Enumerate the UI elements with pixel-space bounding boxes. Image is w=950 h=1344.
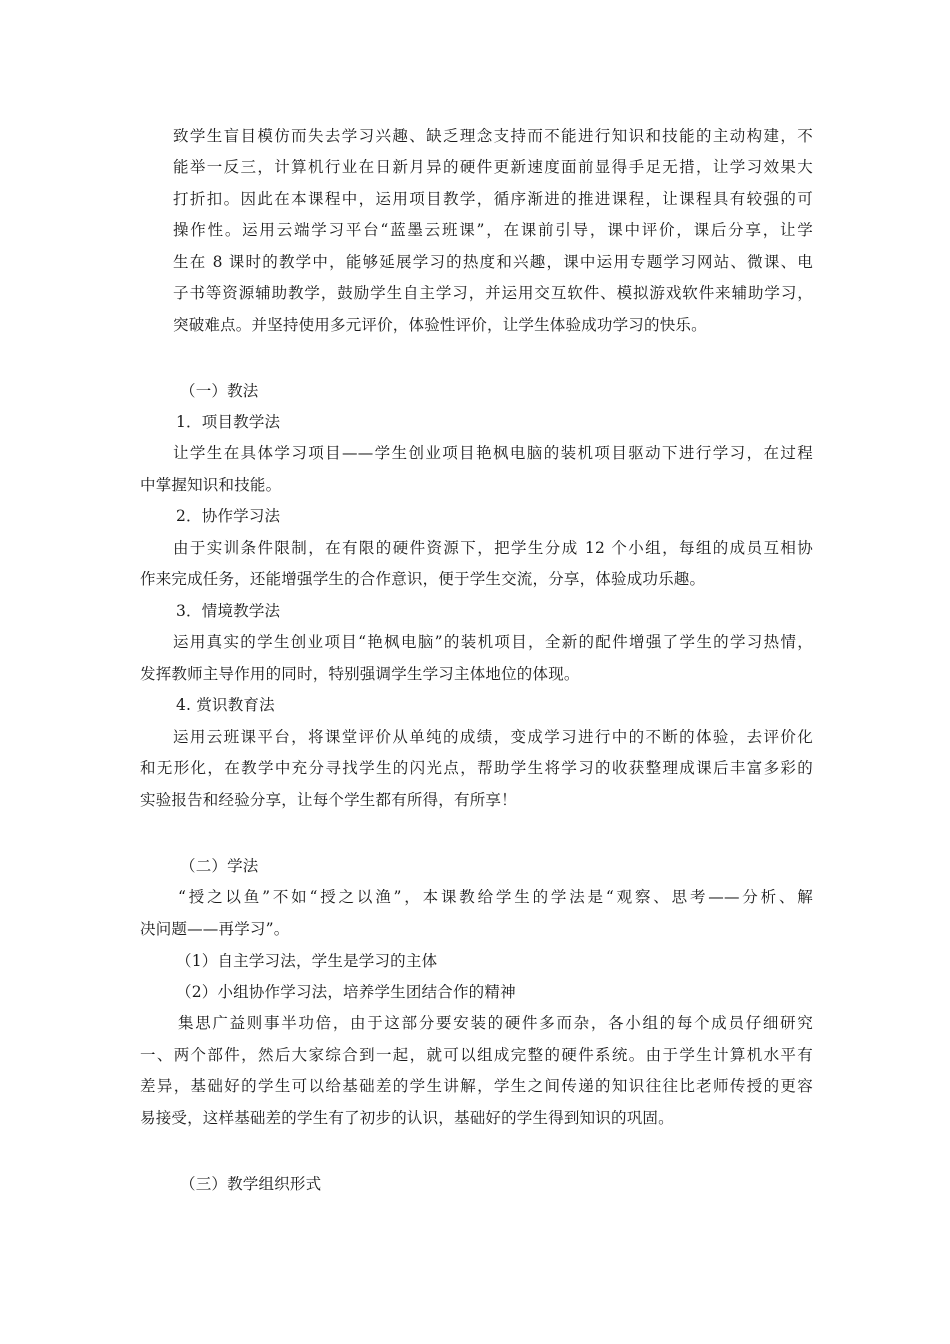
item-heading: 3．情境教学法 (176, 602, 281, 620)
item-heading: 1．项目教学法 (176, 413, 281, 431)
body-line: 一、两个部件，然后大家综合到一起，就可以组成完整的硬件系统。由于学生计算机水平有 (140, 1046, 813, 1064)
intro-line: 操作性。运用云端学习平台“蓝墨云班课”，在课前引导，课中评价，课后分享，让学 (173, 221, 813, 239)
body-line: 决问题——再学习”。 (140, 920, 290, 938)
item-heading: （1）自主学习法，学生是学习的主体 (176, 952, 438, 970)
body-line: 和无形化，在教学中充分寻找学生的闪光点，帮助学生将学习的收获整理成课后丰富多彩的 (140, 759, 813, 777)
body-line: 运用云班课平台，将课堂评价从单纯的成绩，变成学习进行中的不断的体验，去评价化 (173, 728, 813, 746)
item-heading: 2．协作学习法 (176, 507, 281, 525)
intro-line: 生在 8 课时的教学中，能够延展学习的热度和兴趣，课中运用专题学习网站、微课、电 (173, 253, 813, 271)
intro-line: 能举一反三，计算机行业在日新月异的硬件更新速度面前显得手足无措，让学习效果大 (173, 158, 813, 176)
body-line: 由于实训条件限制，在有限的硬件资源下，把学生分成 12 个小组，每组的成员互相协 (173, 539, 813, 557)
body-line: 发挥教师主导作用的同时，特别强调学生学习主体地位的体现。 (140, 665, 580, 683)
body-line: 中掌握知识和技能。 (140, 476, 282, 494)
body-line: 集思广益则事半功倍，由于这部分要安装的硬件多而杂，各小组的每个成员仔细研究 (178, 1014, 813, 1032)
intro-line: 致学生盲目模仿而失去学习兴趣、缺乏理念支持而不能进行知识和技能的主动构建，不 (173, 127, 813, 145)
intro-line: 子书等资源辅助教学，鼓励学生自主学习，并运用交互软件、模拟游戏软件来辅助学习， (173, 284, 813, 302)
intro-line: 突破难点。并坚持使用多元评价，体验性评价，让学生体验成功学习的快乐。 (173, 316, 707, 334)
item-heading: 4. 赏识教育法 (176, 696, 275, 714)
intro-line: 打折扣。因此在本课程中，运用项目教学，循序渐进的推进课程，让课程具有较强的可 (173, 190, 813, 208)
section-heading: （一）教法 (180, 382, 259, 400)
section-heading: （三）教学组织形式 (180, 1175, 322, 1193)
body-line: 让学生在具体学习项目——学生创业项目艳枫电脑的装机项目驱动下进行学习，在过程 (173, 444, 813, 462)
body-line: “授之以鱼”不如“授之以渔”，本课教给学生的学法是“观察、思考——分析、解 (178, 888, 813, 906)
body-line: 作来完成任务，还能增强学生的合作意识，便于学生交流，分享，体验成功乐趣。 (140, 570, 706, 588)
body-line: 易接受，这样基础差的学生有了初步的认识，基础好的学生得到知识的巩固。 (140, 1109, 674, 1127)
item-heading: （2）小组协作学习法，培养学生团结合作的精神 (176, 983, 516, 1001)
body-line: 运用真实的学生创业项目“艳枫电脑”的装机项目，全新的配件增强了学生的学习热情， (173, 633, 813, 651)
body-line: 实验报告和经验分享，让每个学生都有所得，有所享！ (140, 791, 517, 809)
body-line: 差异，基础好的学生可以给基础差的学生讲解，学生之间传递的知识往往比老师传授的更容 (140, 1077, 813, 1095)
section-heading: （二）学法 (180, 857, 259, 875)
